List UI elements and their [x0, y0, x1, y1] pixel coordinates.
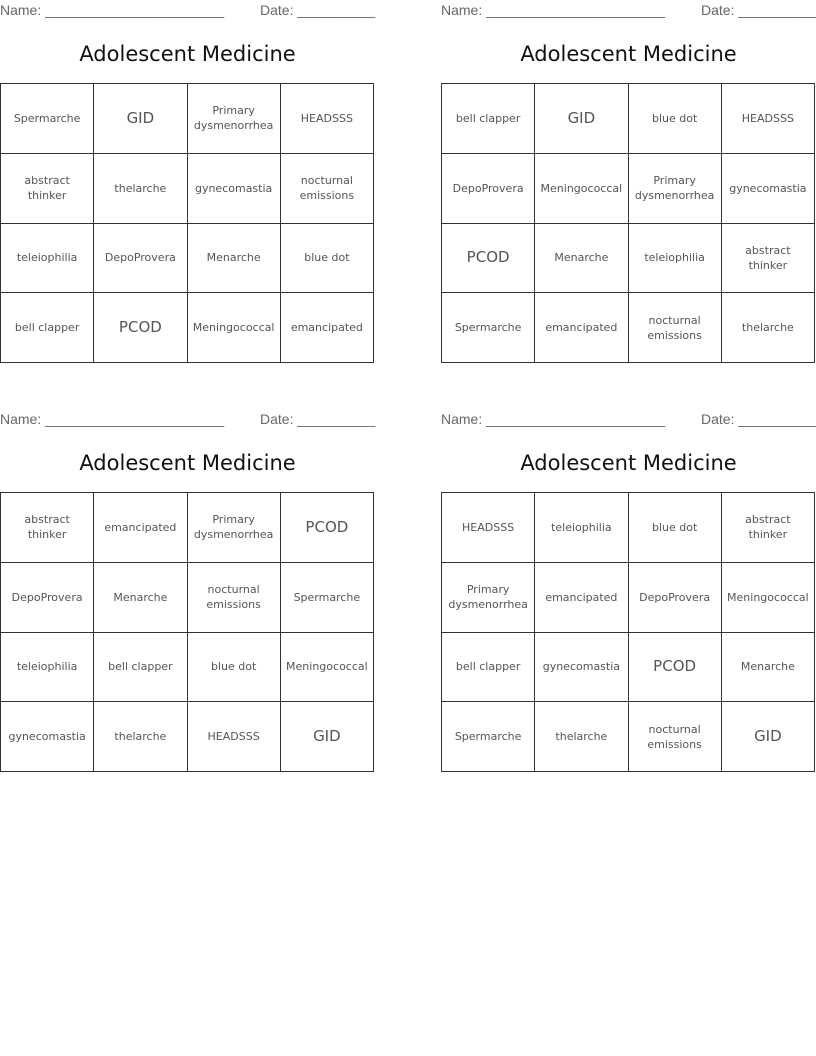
bingo-grid	[441, 83, 815, 363]
grid-cell: Spermarche	[280, 562, 373, 632]
grid-cell: Meningococcal	[535, 153, 628, 223]
grid-cell: HEADSSS	[280, 84, 373, 154]
date-field-label: Date: __________	[701, 411, 816, 427]
grid-cell: Menarche	[535, 223, 628, 293]
grid-cell: abstract thinker	[1, 493, 94, 563]
grid-cell: DepoProvera	[94, 223, 187, 293]
grid-cell: DepoProvera	[1, 562, 94, 632]
grid-cell: abstract thinker	[721, 223, 814, 293]
grid-row	[442, 84, 815, 154]
grid-cell: emancipated	[535, 562, 628, 632]
grid-cell: Meningococcal	[721, 562, 814, 632]
grid-cell: HEADSSS	[442, 493, 535, 563]
grid-cell: teleiophilia	[535, 493, 628, 563]
grid-row	[442, 702, 815, 772]
grid-cell: DepoProvera	[628, 562, 721, 632]
grid-row	[1, 632, 374, 702]
grid-cell: emancipated	[535, 293, 628, 363]
grid-cell: blue dot	[187, 632, 280, 702]
grid-cell: teleiophilia	[628, 223, 721, 293]
name-field-label: Name: _______________________	[441, 411, 666, 427]
date-field-label: Date: __________	[260, 2, 376, 18]
grid-row	[442, 223, 815, 293]
name-field-label: Name: _______________________	[0, 2, 225, 18]
grid-cell: Spermarche	[1, 84, 94, 154]
grid-row	[442, 293, 815, 363]
grid-cell: nocturnal emissions	[628, 702, 721, 772]
grid-cell: gynecomastia	[721, 153, 814, 223]
grid-cell: teleiophilia	[1, 632, 94, 702]
grid-cell: Primary dysmenorrhea	[442, 562, 535, 632]
grid-cell: Spermarche	[442, 293, 535, 363]
grid-cell: GID	[280, 702, 373, 772]
grid-cell: gynecomastia	[1, 702, 94, 772]
grid-cell: Menarche	[187, 223, 280, 293]
grid-cell: thelarche	[94, 702, 187, 772]
grid-cell: gynecomastia	[535, 632, 628, 702]
grid-cell: HEADSSS	[721, 84, 814, 154]
grid-cell: Spermarche	[442, 702, 535, 772]
grid-cell: GID	[535, 84, 628, 154]
grid-cell: GID	[94, 84, 187, 154]
grid-cell: Meningococcal	[280, 632, 373, 702]
grid-row	[442, 493, 815, 563]
grid-cell: bell clapper	[442, 632, 535, 702]
grid-cell: abstract thinker	[1, 153, 94, 223]
grid-cell: GID	[721, 702, 814, 772]
grid-row	[1, 223, 374, 293]
grid-cell: teleiophilia	[1, 223, 94, 293]
grid-cell: blue dot	[280, 223, 373, 293]
grid-cell: emancipated	[94, 493, 187, 563]
grid-row	[1, 493, 374, 563]
grid-cell: thelarche	[721, 293, 814, 363]
grid-cell: gynecomastia	[187, 153, 280, 223]
grid-row	[1, 153, 374, 223]
card-title: Adolescent Medicine	[520, 42, 737, 66]
grid-cell: thelarche	[535, 702, 628, 772]
date-field-label: Date: __________	[701, 2, 816, 18]
date-field-label: Date: __________	[260, 411, 376, 427]
grid-cell: nocturnal emissions	[280, 153, 373, 223]
bingo-grid	[0, 492, 374, 772]
card-title: Adolescent Medicine	[79, 451, 296, 475]
grid-cell: nocturnal emissions	[628, 293, 721, 363]
bingo-grid	[441, 492, 815, 772]
grid-cell: abstract thinker	[721, 493, 814, 563]
grid-row	[442, 562, 815, 632]
grid-cell: PCOD	[442, 223, 535, 293]
grid-cell: emancipated	[280, 293, 373, 363]
grid-row	[442, 153, 815, 223]
card-title: Adolescent Medicine	[520, 451, 737, 475]
grid-cell: HEADSSS	[187, 702, 280, 772]
card-header	[0, 409, 375, 429]
grid-cell: bell clapper	[442, 84, 535, 154]
card-title: Adolescent Medicine	[79, 42, 296, 66]
grid-cell: thelarche	[94, 153, 187, 223]
grid-row	[1, 702, 374, 772]
grid-row	[1, 293, 374, 363]
grid-cell: Primary dysmenorrhea	[628, 153, 721, 223]
grid-cell: Menarche	[721, 632, 814, 702]
grid-cell: Primary dysmenorrhea	[187, 493, 280, 563]
grid-row	[442, 632, 815, 702]
card-header	[0, 0, 375, 20]
grid-cell: Menarche	[94, 562, 187, 632]
name-field-label: Name: _______________________	[0, 411, 225, 427]
grid-cell: PCOD	[280, 493, 373, 563]
grid-cell: Meningococcal	[187, 293, 280, 363]
grid-cell: PCOD	[94, 293, 187, 363]
grid-row	[1, 84, 374, 154]
bingo-grid	[0, 83, 374, 363]
grid-cell: PCOD	[628, 632, 721, 702]
grid-cell: blue dot	[628, 84, 721, 154]
grid-cell: nocturnal emissions	[187, 562, 280, 632]
grid-cell: bell clapper	[94, 632, 187, 702]
grid-row	[1, 562, 374, 632]
grid-cell: Primary dysmenorrhea	[187, 84, 280, 154]
card-header	[441, 409, 816, 429]
grid-cell: DepoProvera	[442, 153, 535, 223]
name-field-label: Name: _______________________	[441, 2, 666, 18]
card-header	[441, 0, 816, 20]
grid-cell: bell clapper	[1, 293, 94, 363]
grid-cell: blue dot	[628, 493, 721, 563]
